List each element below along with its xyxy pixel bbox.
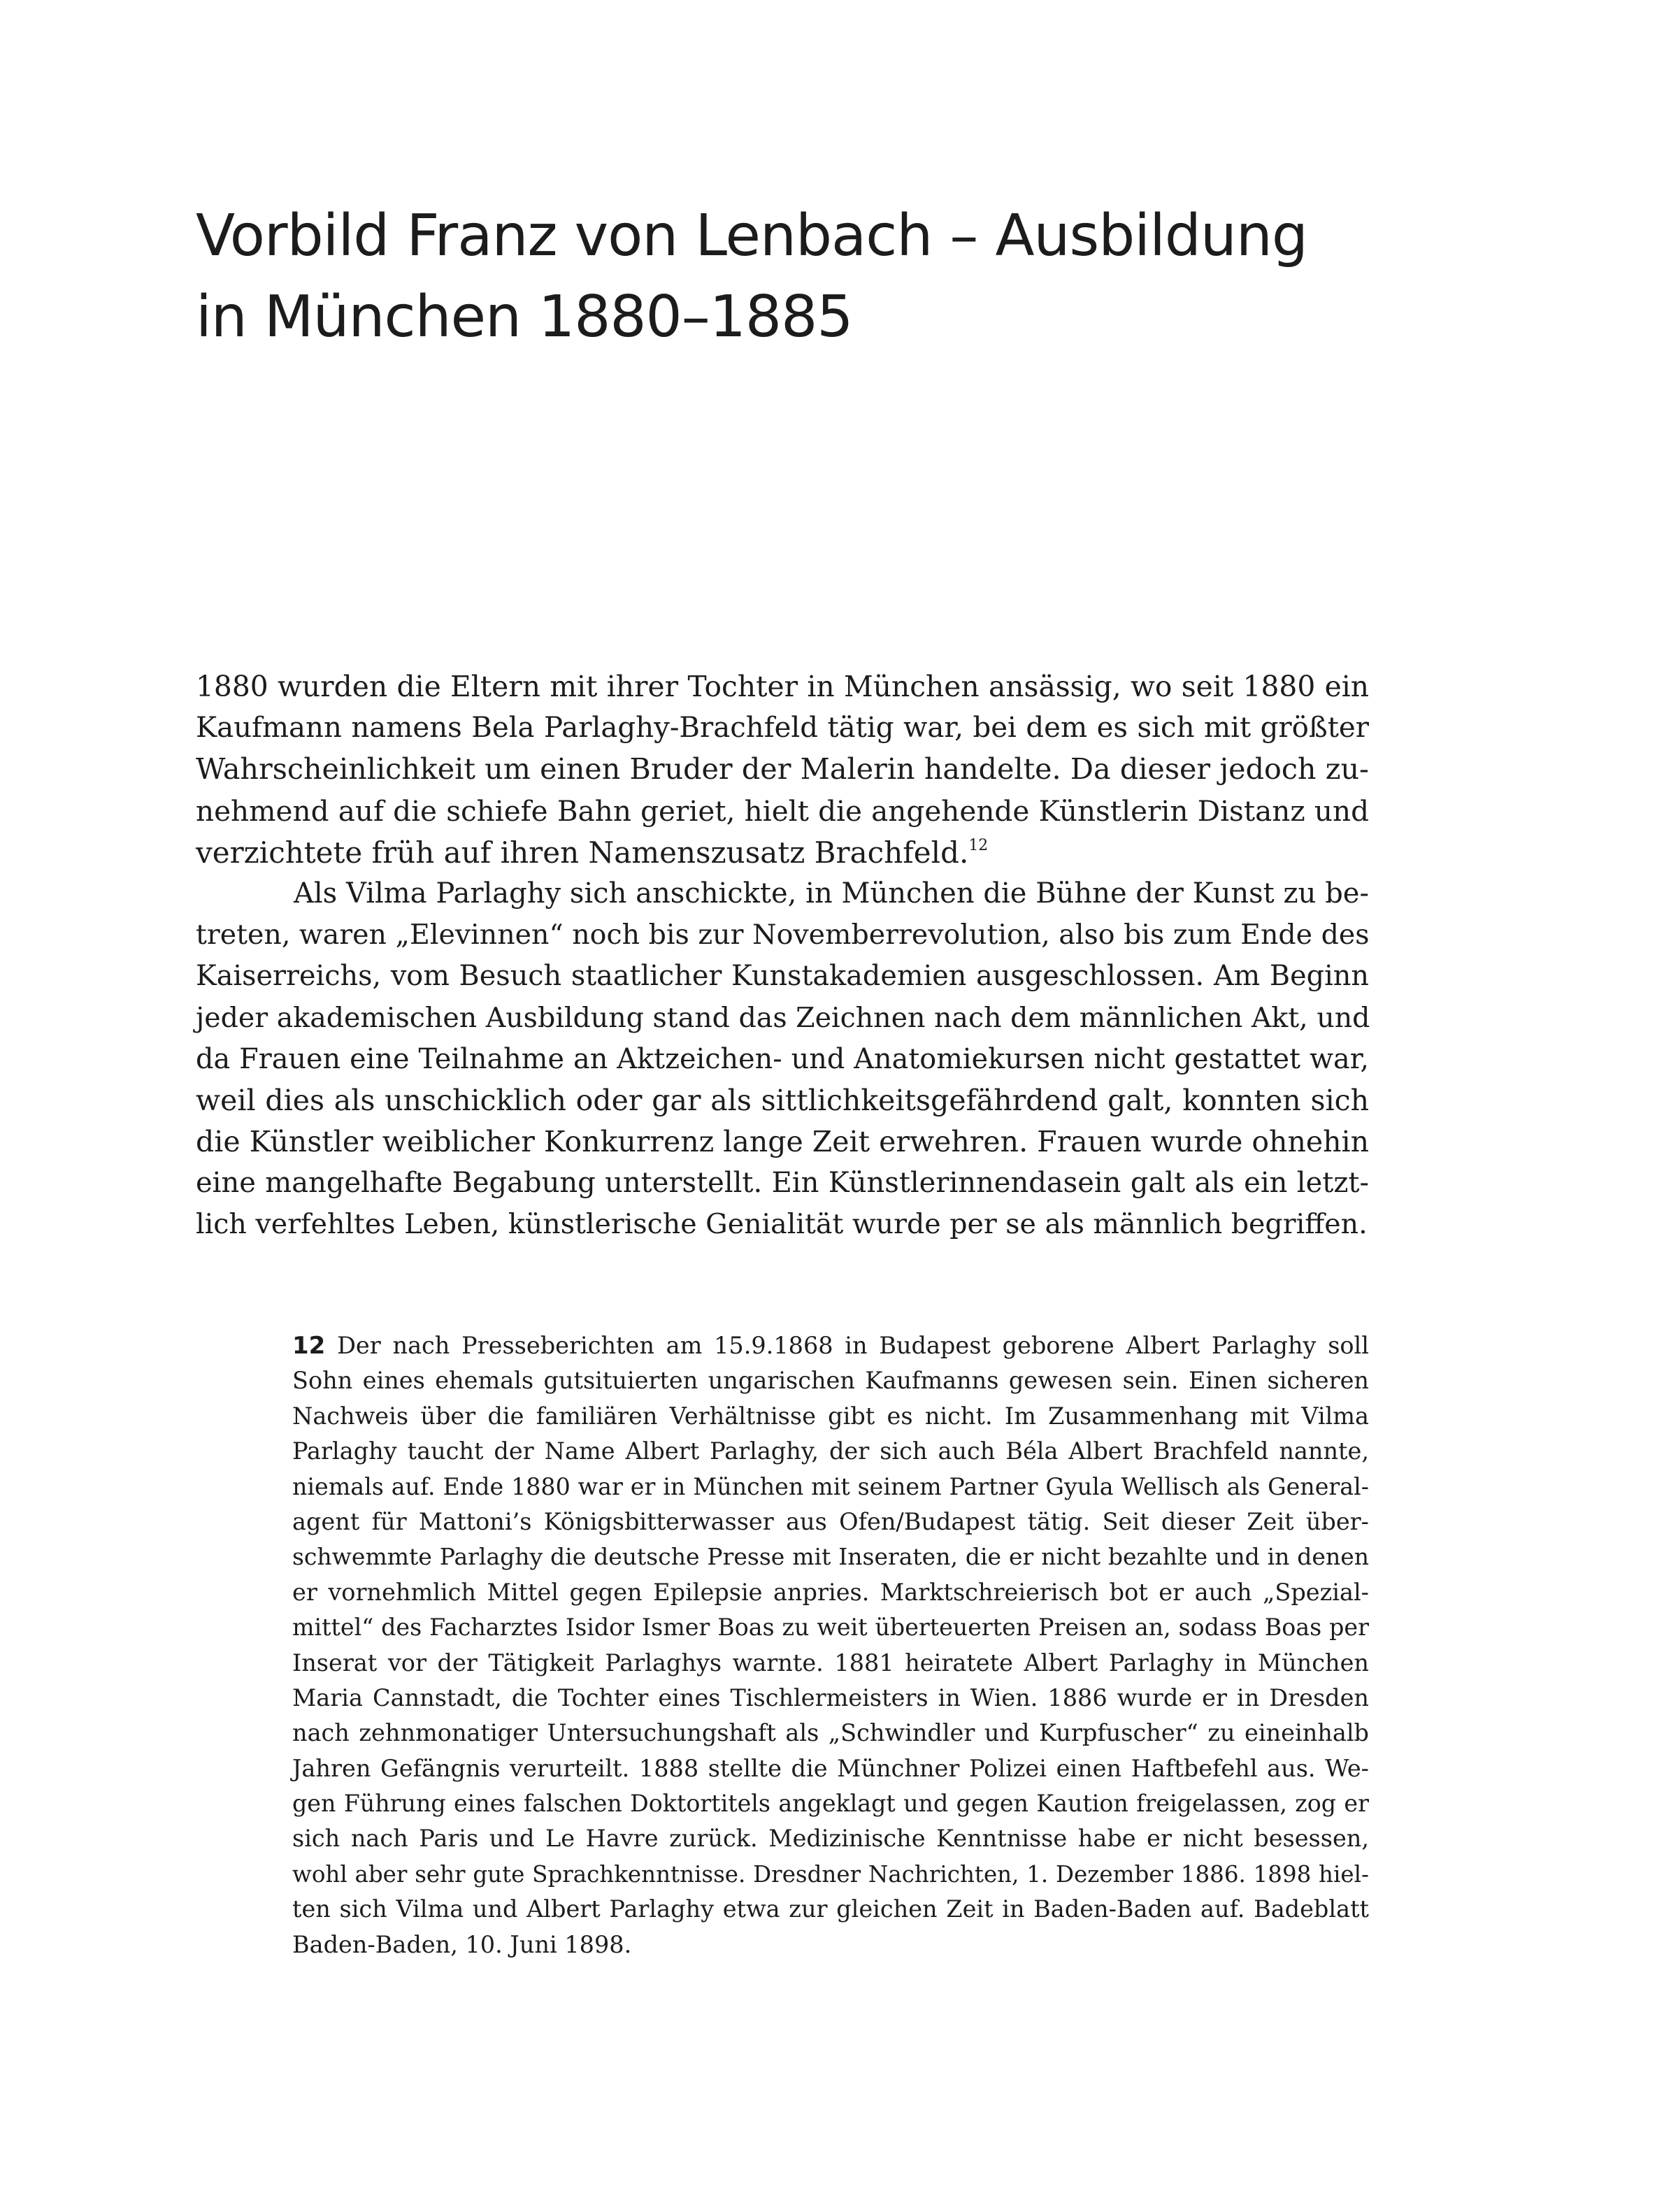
footnote-line: sich nach Paris und Le Havre zurück. Medizinische Kenntnisse habe er nicht besessen,	[292, 1825, 1369, 1853]
paragraph-line: 1880 wurden die Eltern mit ihrer Tochter in München ansässig, wo seit 1880 ein	[196, 670, 1369, 703]
footnote-line: niemals auf. Ende 1880 war er in München mit seinem Partner Gyula Wellisch als General-	[292, 1472, 1369, 1500]
chapter-heading-line-1: Vorbild Franz von Lenbach – Ausbildung	[196, 203, 1307, 269]
paragraph-line: da Frauen eine Teilnahme an Aktzeichen- und Anatomiekursen nicht gestattet war,	[196, 1042, 1369, 1075]
footnote-line: er vornehmlich Mittel gegen Epilepsie anpries. Marktschreierisch bot er auch „Spezial-	[292, 1578, 1369, 1606]
paragraph-2	[196, 873, 1369, 1246]
paragraph-line-text: verzichtete früh auf ihren Namenszusatz Brachfeld.	[196, 835, 969, 870]
footnote-line: schwemmte Parlaghy die deutsche Presse mit Inseraten, die er nicht bezahlte und in denen	[292, 1543, 1369, 1571]
paragraph-line: die Künstler weiblicher Konkurrenz lange Zeit erwehren. Frauen wurde ohnehin	[196, 1125, 1370, 1159]
paragraph-line: lich verfehltes Leben, künstlerische Genialität wurde per se als männlich begriffen.	[196, 1208, 1368, 1241]
chapter-heading-line-2: in München 1880–1885	[196, 284, 853, 350]
paragraph-line: Wahrscheinlichkeit um einen Bruder der Malerin handelte. Da dieser jedoch zu-	[196, 752, 1369, 787]
footnote-line: Parlaghy taucht der Name Albert Parlaghy, der sich auch Béla Albert Brachfeld nannte,	[292, 1437, 1369, 1465]
footnote-reference: 12	[968, 836, 989, 854]
footnote-line: Sohn eines ehemals gutsituierten ungarischen Kaufmanns gewesen sein. Einen sicheren	[292, 1367, 1369, 1395]
paragraph-line: nehmend auf die schiefe Bahn geriet, hielt die angehende Künstlerin Distanz und	[196, 793, 1369, 828]
paragraph-line: Als Vilma Parlaghy sich anschickte, in München die Bühne der Kunst zu be-	[294, 877, 1369, 910]
footnote-line	[292, 1328, 1369, 1363]
footnote-line: Baden-Baden, 10. Juni 1898.	[292, 1930, 632, 1958]
paragraph-line: treten, waren „Elevinnen“ noch bis zur Novemberrevolution, also bis zum Ende des	[196, 919, 1370, 951]
footnote-line: Jahren Gefängnis verurteilt. 1888 stellte die Münchner Polizei einen Haftbefehl aus. We-	[292, 1754, 1369, 1782]
footnote-number: 12	[292, 1332, 326, 1360]
footnote-line: nach zehnmonatiger Untersuchungshaft als „Schwindler und Kurpfuscher“ zu eineinhalb	[292, 1719, 1369, 1747]
footnote-line: mittel“ des Facharztes Isidor Ismer Boas zu weit überteuerten Preisen an, sodass Boas per	[292, 1614, 1369, 1642]
footnote-line: Inserat vor der Tätigkeit Parlaghys warnte. 1881 heiratete Albert Parlaghy in München	[292, 1649, 1369, 1676]
paragraph-line: weil dies als unschicklich oder gar als sittlichkeitsgefährdend galt, konnten sich	[196, 1083, 1369, 1117]
footnote	[292, 1328, 1369, 1962]
paragraph-line: Kaufmann namens Bela Parlaghy-Brachfeld tätig war, bei dem es sich mit größter	[196, 712, 1369, 745]
paragraph-line: Kaiserreichs, vom Besuch staatlicher Kunstakademien ausgeschlossen. Am Beginn	[196, 960, 1369, 993]
footnote-line: Maria Cannstadt, die Tochter eines Tischlermeisters in Wien. 1886 wurde er in Dresden	[292, 1683, 1369, 1711]
paragraph-line: eine mangelhafte Begabung unterstellt. Ein Künstlerinnendasein galt als ein letzt-	[196, 1167, 1369, 1200]
footnote-line: ten sich Vilma und Albert Parlaghy etwa zur gleichen Zeit in Baden-Baden auf. Badeblatt	[292, 1895, 1369, 1923]
footnote-line: wohl aber sehr gute Sprachkenntnisse. Dresdner Nachrichten, 1. Dezember 1886. 1898 hiel-	[292, 1860, 1369, 1888]
footnote-line: agent für Mattoni’s Königsbitterwasser aus Ofen/Budapest tätig. Seit dieser Zeit über-	[292, 1507, 1369, 1535]
footnote-line-text: Der nach Presseberichten am 15.9.1868 in Budapest geborene Albert Parlaghy soll	[337, 1332, 1369, 1359]
paragraph-1	[196, 666, 1369, 873]
chapter-heading	[196, 196, 1524, 358]
footnote-line: Nachweis über die familiären Verhältnisse gibt es nicht. Im Zusammenhang mit Vilma	[292, 1402, 1369, 1430]
body-text	[196, 666, 1369, 1246]
footnote-line: gen Führung eines falschen Doktortitels angeklagt und gegen Kaution freigelassen, zog er	[292, 1790, 1369, 1818]
paragraph-line: jeder akademischen Ausbildung stand das Zeichnen nach dem männlichen Akt, und	[196, 1001, 1370, 1034]
paragraph-line	[196, 832, 1369, 873]
